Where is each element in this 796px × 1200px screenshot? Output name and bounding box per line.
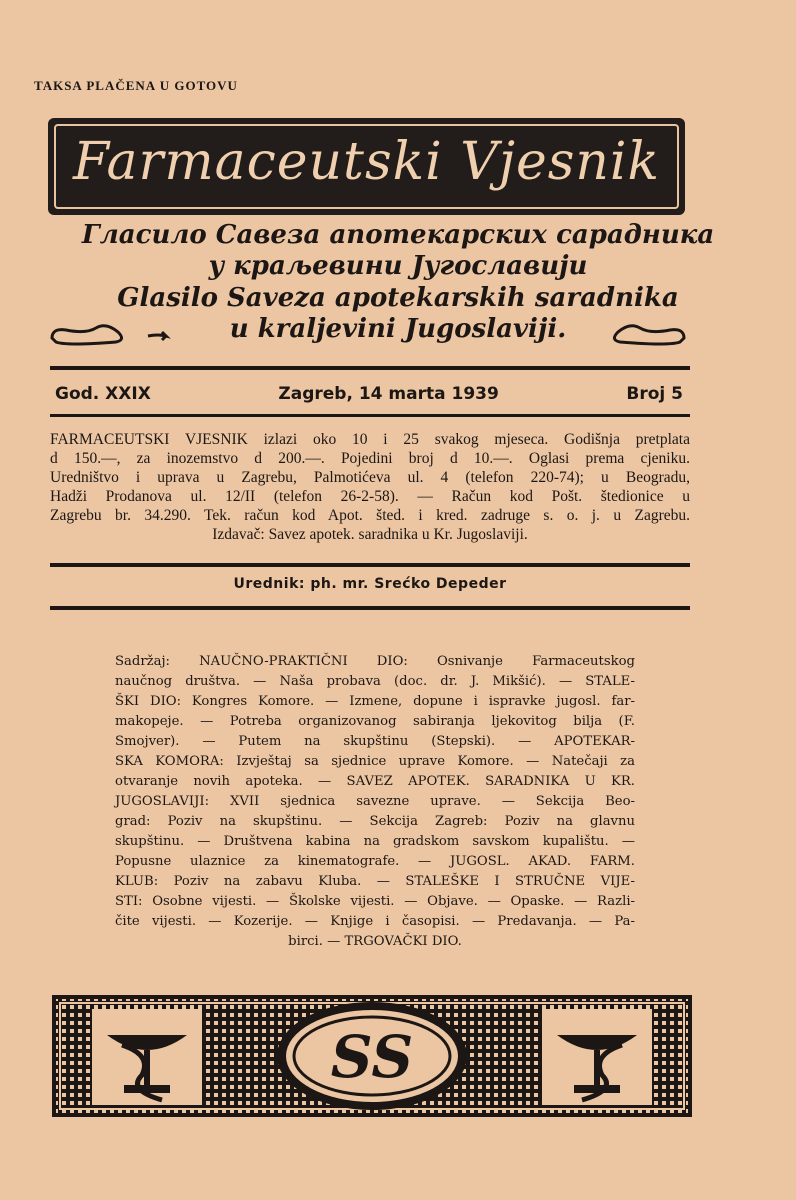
contents-line: skupštinu. — Društvena kabina na gradskom savskom kupalištu. — <box>115 834 635 849</box>
issue-header <box>55 384 683 404</box>
info-line: Zagrebu br. 34.290. Tek. račun kod Apot. šted. i kred. zadruge s. o. j. u Zagrebu. <box>50 507 690 524</box>
issue-year: God. XXIX <box>55 384 151 404</box>
info-line: FARMACEUTSKI VJESNIK izlazi oko 10 i 25 svakog mjeseca. Godišnja pretplata <box>50 431 690 448</box>
publication-info <box>50 430 690 544</box>
contents-line: naučnog društva. — Naša probava (doc. dr. J. Mikšić). — STALE- <box>115 674 635 689</box>
magazine-title: Farmaceutski Vjesnik <box>72 132 661 192</box>
monogram-emblem <box>277 1002 467 1110</box>
flourish-ornaments <box>48 322 688 352</box>
masthead-banner <box>48 118 685 215</box>
subtitle-cyrillic-1: Гласило Савеза апотекарских сарадника <box>81 220 715 250</box>
contents-line: birci. — TRGOVAČKI DIO. <box>288 934 462 949</box>
subtitle-latin-2: u kraljevini Jugoslaviji. <box>229 314 567 344</box>
contents-line: STI: Osobne vijesti. — Školske vijesti. — Objave. — Opaske. — Razli- <box>115 894 635 909</box>
rule <box>50 414 690 417</box>
subtitle-cyrillic-2: у краљевини Југославији <box>208 251 588 281</box>
rule <box>50 606 690 610</box>
issue-number: Broj 5 <box>626 384 683 404</box>
subtitle-latin-1: Glasilo Saveza apotekarskih saradnika <box>117 283 679 313</box>
contents-line: čite vijesti. — Kozerije. — Knjige i časopisi. — Predavanja. — Pa- <box>115 914 635 929</box>
info-line: Hadži Prodanova ul. 12/II (telefon 26-2-58). — Račun kod Pošt. štedionice u <box>50 488 690 505</box>
contents-line: makopeje. — Potreba organizovanog sabiranja ljekovitog bilja (F. <box>115 714 635 729</box>
contents-line: otvaranje novih apoteka. — SAVEZ APOTEK. SARADNIKA U KR. <box>115 774 635 789</box>
bowl-of-hygieia-right-icon <box>542 1009 652 1105</box>
editor-line: Urednik: ph. mr. Srećko Depeder <box>233 576 507 592</box>
contents-line: Popusne ulaznice za kinematografe. — JUGOSL. AKAD. FARM. <box>115 854 635 869</box>
issue-place-date: Zagreb, 14 marta 1939 <box>278 384 499 404</box>
contents-line: KLUB: Poziv na zabavu Kluba. — STALEŠKE I STRUČNE VIJE- <box>115 874 635 889</box>
contents-line: Sadržaj: NAUČNO-PRAKTIČNI DIO: Osnivanje Farmaceutskog <box>115 654 635 669</box>
contents-line: ŠKI DIO: Kongres Komore. — Izmene, dopune i ispravke jugosl. far- <box>115 694 635 709</box>
contents-line: SKA KOMORA: Izvještaj sa sjednice uprave Komore. — Natečaji za <box>115 754 635 769</box>
bottom-ornament <box>52 995 692 1117</box>
contents-line: Smojver). — Putem na skupštinu (Stepski). — APOTEKAR- <box>115 734 635 749</box>
info-line: d 150.—, za inozemstvo d 200.—. Pojedini broj d 10.—. Oglasi prema cjeniku. <box>50 450 690 467</box>
contents-line: JUGOSLAVIJI: XVII sjednica savezne uprave. — Sekcija Beo- <box>115 794 635 809</box>
rule <box>50 563 690 567</box>
contents-line: grad: Poziv na skupštinu. — Sekcija Zagreb: Poziv na glavnu <box>115 814 635 829</box>
table-of-contents <box>115 652 635 952</box>
postage-note: TAKSA PLAČENA U GOTOVU <box>34 78 238 93</box>
info-line: Uredništvo i uprava u Zagrebu, Palmotićeva ul. 4 (telefon 220-74); u Beogradu, <box>50 469 690 486</box>
bowl-of-hygieia-left-icon <box>92 1009 202 1105</box>
rule <box>50 366 690 370</box>
monogram-text: SS <box>330 1023 414 1091</box>
info-line: Izdavač: Savez apotek. saradnika u Kr. Jugoslaviji. <box>212 526 528 543</box>
